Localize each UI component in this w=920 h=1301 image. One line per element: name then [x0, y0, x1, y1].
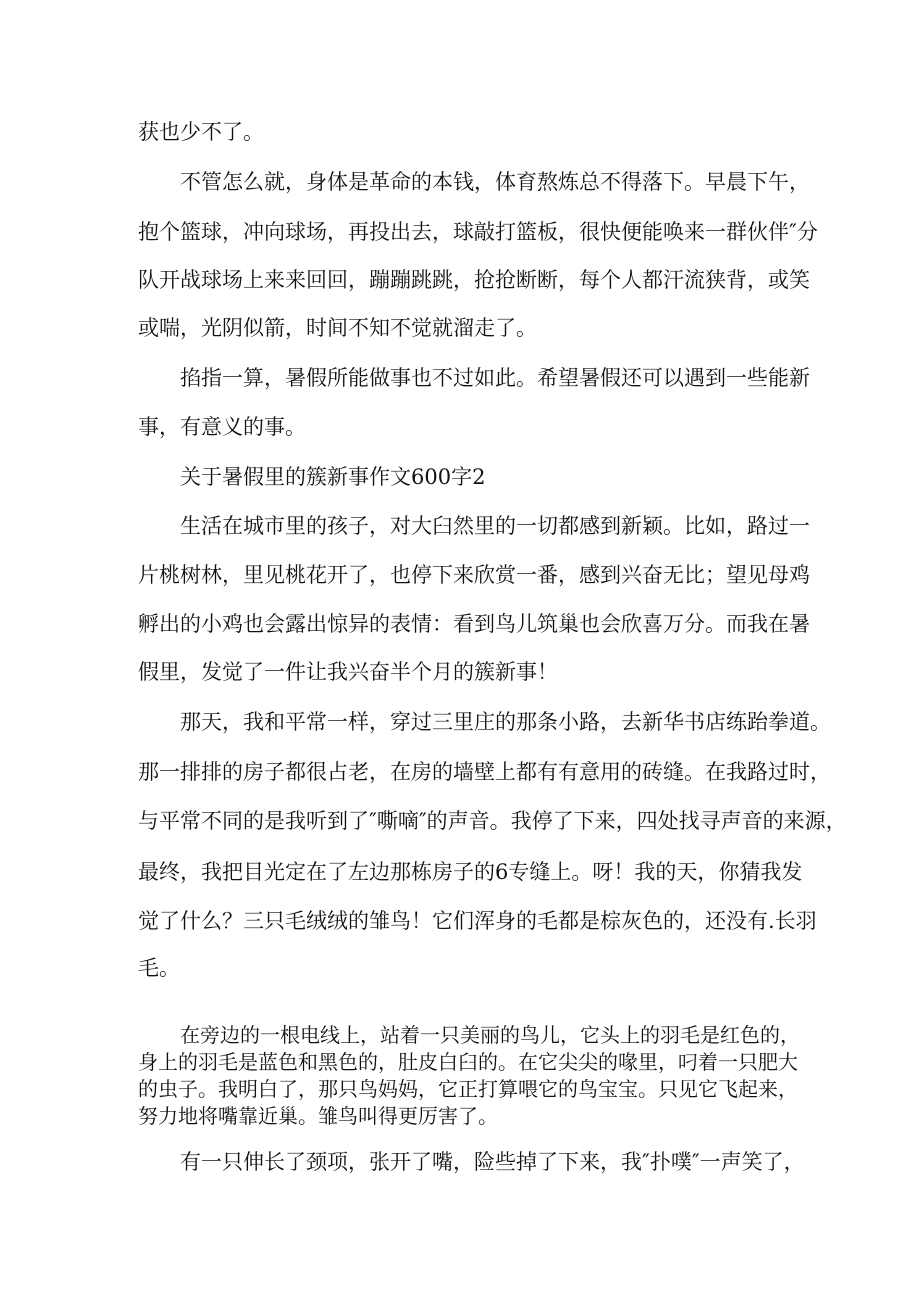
paragraph-line: 在旁边的一根电线上，站着一只美丽的鸟儿，它头上的羽毛是红色的， [180, 1023, 800, 1047]
paragraph-line: 获也少不了。 [138, 120, 264, 144]
paragraph-line: 最终，我把目光定在了左边那栋房子的6专缝上。呀！我的天，你猜我发 [138, 860, 803, 884]
paragraph-line: 努力地将嘴靠近巢。雏鸟叫得更厉害了。 [138, 1104, 498, 1128]
paragraph-line: 抱个篮球，冲向球场，再投出去，球敲打篮板，很快便能唤来一群伙伴″分 [138, 220, 818, 244]
paragraph-line: 的虫子。我明白了，那只鸟妈妈，它正打算喂它的鸟宝宝。只见它飞起来， [138, 1077, 798, 1101]
paragraph-line: 那一排排的房子都很占老，在房的墙壁上都有有意用的砖缝。在我路过时， [138, 760, 831, 784]
paragraph-line: 片桃树林，里见桃花开了，也停下来欣赏一番，感到兴奋无比；望见母鸡 [138, 563, 810, 587]
paragraph-line: 队开战球场上来来回回，蹦蹦跳跳，抢抢断断，每个人都汗流狭背，或笑 [138, 268, 810, 292]
paragraph-line: 孵出的小鸡也会露出惊异的表情：看到鸟儿筑巢也会欣喜万分。而我在暑 [138, 612, 810, 636]
paragraph-line: 生活在城市里的孩子，对大臼然里的一切都感到新颖。比如，路过一 [180, 514, 810, 538]
paragraph-line: 或喘，光阴似箭，时间不知不觉就溜走了。 [138, 316, 537, 340]
paragraph-line: 不管怎么就，身体是革命的本钱，体育熬炼总不得落下。早晨下午， [180, 170, 810, 194]
paragraph-line: 有一只伸长了颈项，张开了嘴，险些掉了下来，我″扑噗″一声笑了， [180, 1150, 805, 1174]
paragraph-line: 与平常不同的是我听到了″嘶嘀″的声音。我停了下来，四处找寻声音的来源， [138, 809, 847, 833]
paragraph-line: 事，有意义的事。 [138, 415, 306, 439]
section-heading: 关于暑假里的簇新事作文600字2 [180, 465, 486, 489]
paragraph-line: 觉了什么？三只毛绒绒的雏鸟！它们浑身的毛都是棕灰色的，还没有.长羽 [138, 909, 817, 933]
paragraph-line: 假里，发觉了一件让我兴奋半个月的簇新事！ [138, 660, 558, 684]
paragraph-line: 毛。 [138, 956, 180, 980]
paragraph-line: 那天，我和平常一样，穿过三里庄的那条小路，去新华书店练跆拳道。 [180, 710, 831, 734]
paragraph-line: 身上的羽毛是蓝色和黑色的，肚皮白臼的。在它尖尖的喙里，叼着一只肥大 [138, 1050, 798, 1074]
paragraph-line: 掐指一算，暑假所能做事也不过如此。希望暑假还可以遇到一些能新 [180, 366, 810, 390]
